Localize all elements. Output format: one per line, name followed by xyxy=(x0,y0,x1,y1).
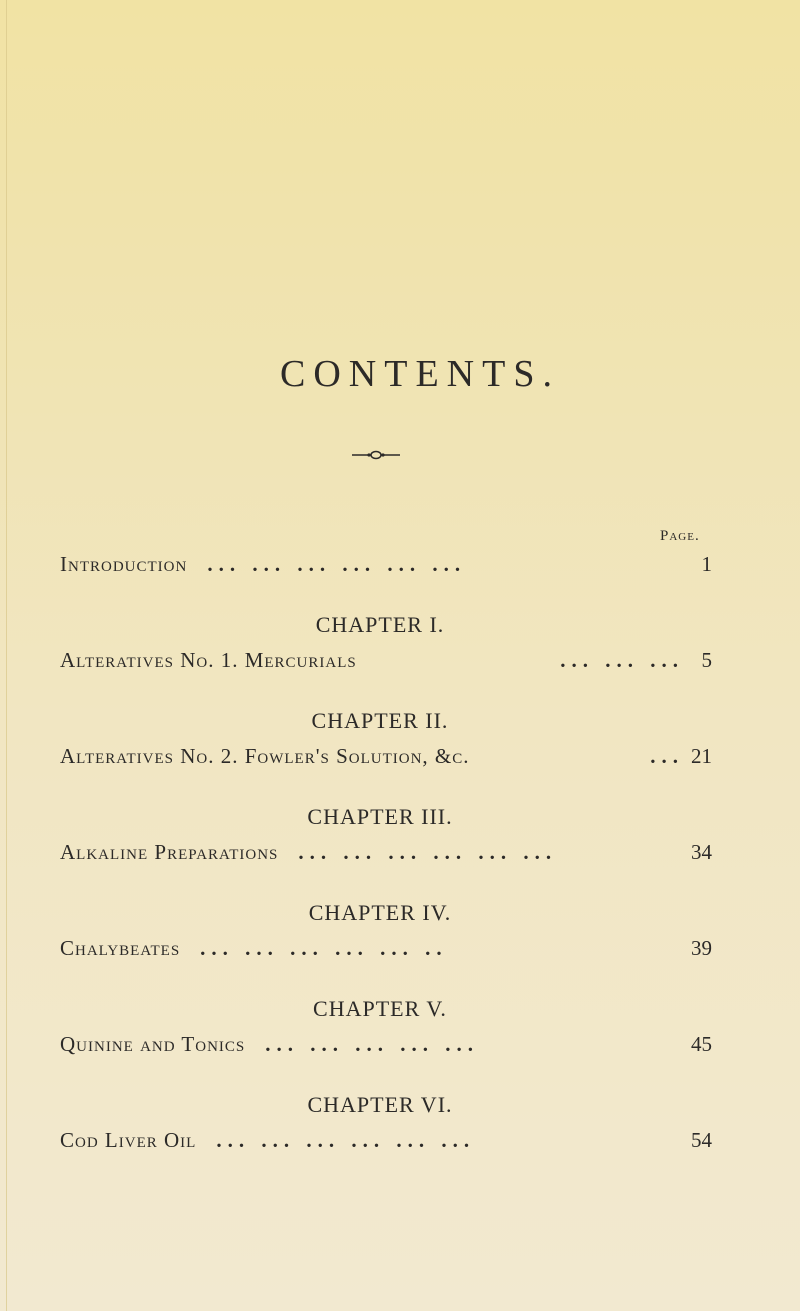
toc-entry-page: 54 xyxy=(691,1128,712,1152)
chapter-heading-6: CHAPTER VI. xyxy=(307,1092,453,1117)
toc-entry-label: Quinine and Tonics xyxy=(60,1032,246,1056)
toc-entry-introduction xyxy=(60,552,712,577)
toc-entry-page: 34 xyxy=(691,840,712,864)
chapter-heading-4: CHAPTER IV. xyxy=(308,900,452,925)
toc-entry-chapter-1 xyxy=(60,648,712,673)
toc-entry-chapter-5 xyxy=(60,1032,712,1057)
toc-entry-page: 39 xyxy=(691,936,712,960)
toc-entry-page: 5 xyxy=(701,648,712,672)
leader-dots: ... ... ... ... ... ... xyxy=(207,552,467,576)
page-column-label: Page. xyxy=(660,528,700,544)
leader-dots: ... ... ... ... ... ... xyxy=(216,1128,476,1152)
leader-dots: ... ... ... ... ... .. xyxy=(200,936,448,960)
toc-entry-chapter-2 xyxy=(60,744,712,769)
toc-entry-label: Cod Liver Oil xyxy=(60,1128,197,1152)
chapter-heading-3: CHAPTER III. xyxy=(307,804,453,829)
toc-entry-label: Chalybeates xyxy=(60,936,181,960)
leader-dots: ... ... ... xyxy=(560,648,684,672)
toc-entry-label: Alkaline Preparations xyxy=(60,840,279,864)
ornament-divider-icon xyxy=(352,448,400,462)
page-title: CONTENTS. xyxy=(280,353,560,395)
toc-entry-page: 1 xyxy=(701,552,712,576)
toc-entry-page: 45 xyxy=(691,1032,712,1056)
toc-entry-label: Alteratives No. 2. Fowler's Solution, &c. xyxy=(60,744,470,768)
toc-entry-label: Introduction xyxy=(60,552,188,576)
chapter-heading-5: CHAPTER V. xyxy=(313,996,447,1021)
toc-entry-chapter-6 xyxy=(60,1128,712,1153)
leader-dots: ... ... ... ... ... xyxy=(265,1032,480,1056)
leader-dots: ... xyxy=(650,744,684,768)
toc-entry-chapter-3 xyxy=(60,840,712,865)
chapter-heading-2: CHAPTER II. xyxy=(311,708,449,733)
leader-dots: ... ... ... ... ... ... xyxy=(298,840,558,864)
toc-entry-page: 21 xyxy=(691,744,712,768)
toc-entry-chapter-4 xyxy=(60,936,712,961)
toc-entry-label: Alteratives No. 1. Mercurials xyxy=(60,648,357,672)
chapter-heading-1: CHAPTER I. xyxy=(315,612,445,637)
